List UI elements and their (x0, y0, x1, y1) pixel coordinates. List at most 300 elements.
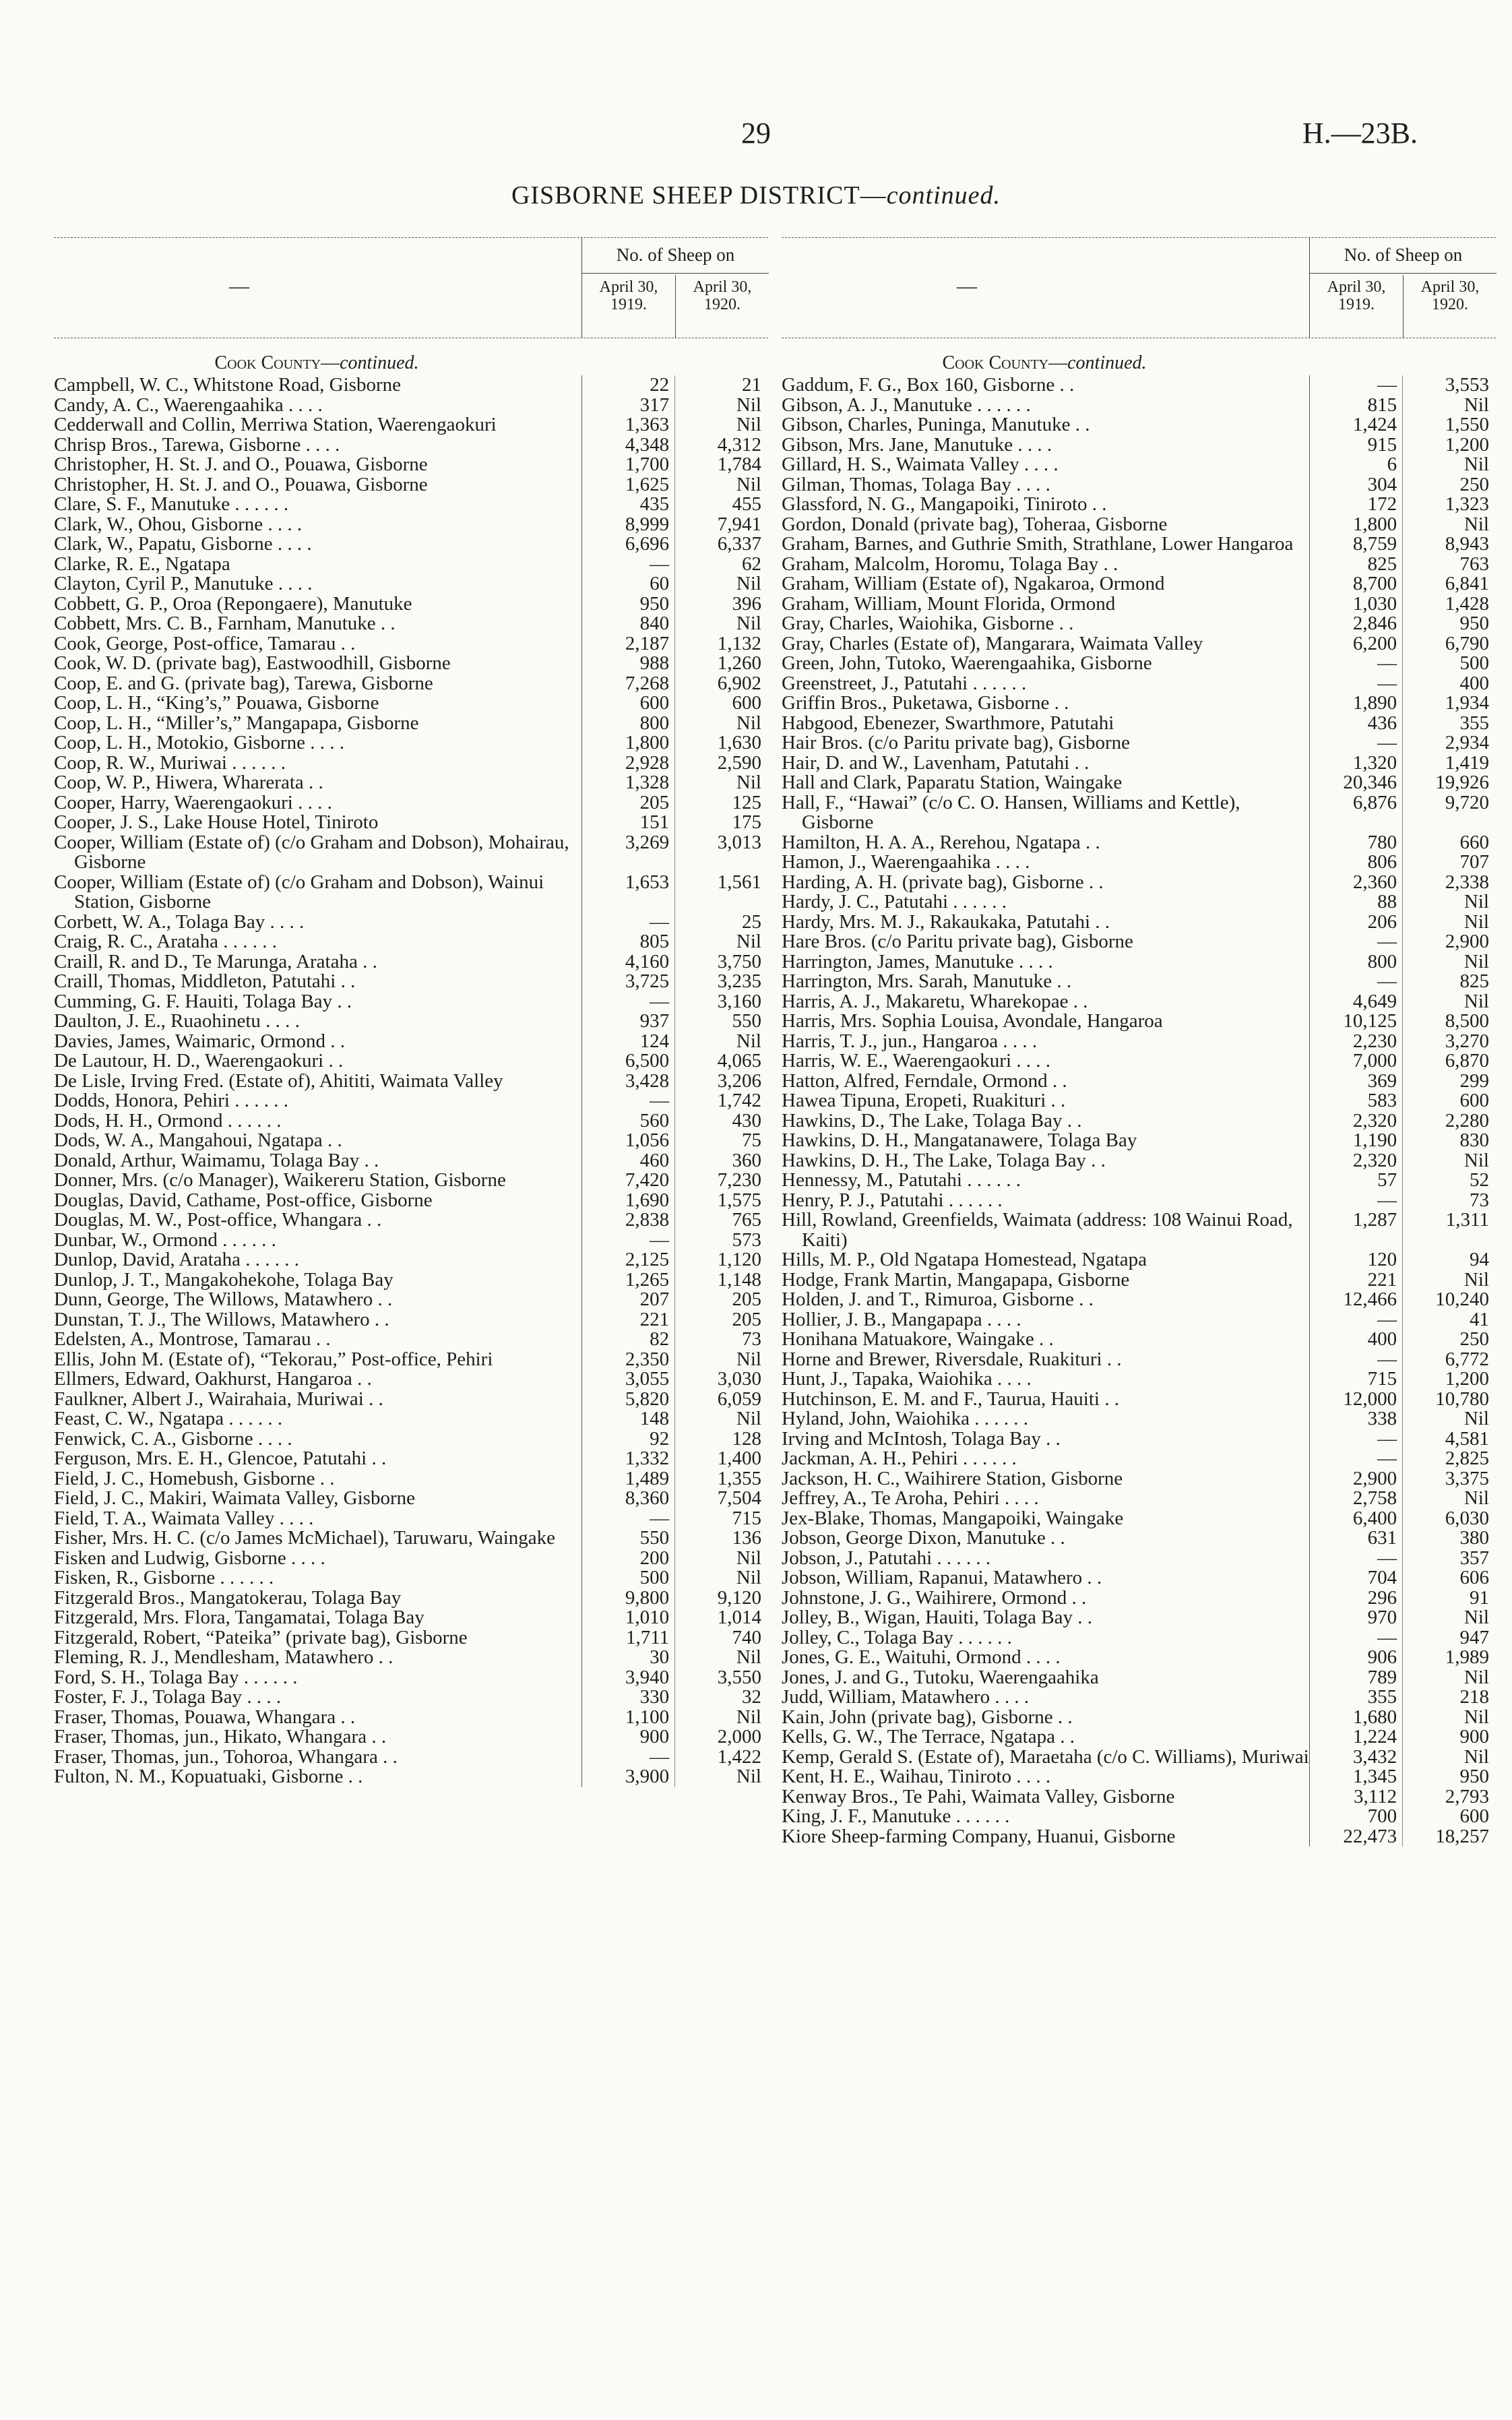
owner-name: Dods, W. A., Mangahoui, Ngatapa . . (54, 1129, 342, 1151)
sheep-1919: 435 (639, 493, 670, 515)
owner-name: Hutchinson, E. M. and F., Taurua, Hauiti . . (782, 1388, 1119, 1410)
sheep-1919: 550 (639, 1527, 670, 1549)
table-row (782, 614, 1496, 634)
owner-name: Hardy, J. C., Patutahi . . . . . . (782, 891, 1007, 912)
table-row (782, 495, 1496, 515)
owner-name: Dunlop, David, Arataha . . . . . . (54, 1249, 300, 1270)
table-row (782, 455, 1496, 475)
sheep-1919: 1,700 (625, 454, 670, 475)
owner-name: Graham, Barnes, and Guthrie Smith, Strathlane, Lower Hangaroa (782, 533, 1294, 555)
sheep-1919: 6,200 (1352, 632, 1397, 654)
table-row (54, 1231, 768, 1251)
sheep-1919: 2,360 (1352, 871, 1397, 893)
sheep-1919: 715 (1367, 1368, 1397, 1390)
owner-name: Fenwick, C. A., Gisborne . . . . (54, 1427, 292, 1450)
owner-name: Harris, W. E., Waerengaokuri . . . . (782, 1050, 1051, 1072)
table-row (54, 1549, 768, 1569)
sheep-1920: 900 (1459, 1726, 1489, 1747)
owner-name: Dunlop, J. T., Mangakohekohe, Tolaga Bay (54, 1268, 393, 1291)
sheep-1919: 8,700 (1352, 573, 1397, 594)
table-row (782, 515, 1496, 535)
table-row (782, 1012, 1496, 1032)
owner-name: Hall and Clark, Paparatu Station, Waingake (782, 772, 1123, 793)
sheep-1920: 550 (732, 1010, 761, 1032)
table-row (782, 1171, 1496, 1191)
sheep-1919: 906 (1367, 1646, 1397, 1668)
owner-name: Griffin Bros., Puketawa, Gisborne . . (782, 692, 1069, 714)
owner-name: Clarke, R. E., Ngatapa (54, 553, 230, 575)
table-row (782, 1449, 1496, 1469)
sheep-1919: 800 (1367, 950, 1397, 972)
sheep-1920: 396 (732, 592, 761, 615)
table-row (54, 1111, 768, 1131)
table-row (782, 892, 1496, 912)
sheep-1920: 3,750 (717, 950, 761, 972)
sheep-1919: 2,125 (625, 1249, 670, 1270)
sheep-1919: 7,268 (625, 672, 670, 694)
sheep-1919: 500 (639, 1567, 670, 1588)
sheep-1919: 8,999 (625, 513, 670, 535)
owner-name: Dunn, George, The Willows, Matawhero . . (54, 1289, 393, 1310)
owner-name: Gray, Charles (Estate of), Mangarara, Waimata Valley (782, 632, 1203, 654)
sheep-1919: 1,010 (625, 1607, 670, 1628)
sheep-1919: 1,265 (625, 1268, 670, 1291)
sheep-1920: 825 (1459, 970, 1489, 992)
table-row (782, 773, 1496, 793)
sheep-1920: 1,422 (717, 1745, 761, 1768)
table-row (54, 1409, 768, 1429)
owner-name: Ferguson, Mrs. E. H., Glencoe, Patutahi . . (54, 1448, 387, 1469)
sheep-1920: 6,772 (1445, 1348, 1489, 1370)
owner-name: Hardy, Mrs. M. J., Rakaukaka, Patutahi . . (782, 910, 1110, 933)
sheep-1919: — (1377, 672, 1397, 694)
sheep-1919: — (1377, 931, 1397, 952)
owner-name: Coop, L. H., “Miller’s,” Mangapapa, Gisborne (54, 712, 419, 734)
sheep-1919: 1,056 (625, 1129, 670, 1151)
sheep-1920: 1,260 (717, 652, 761, 674)
owner-name: Kiore Sheep-farming Company, Huanui, Gisborne (782, 1825, 1176, 1847)
owner-name: Craig, R. C., Arataha . . . . . . (54, 931, 278, 952)
sheep-1919: 1,653 (625, 871, 670, 893)
sheep-1919: 1,287 (1352, 1209, 1397, 1231)
sheep-1920: 763 (1459, 553, 1489, 575)
table-row (782, 375, 1496, 396)
owner-name: Graham, William (Estate of), Ngakaroa, Ormond (782, 573, 1165, 594)
owner-name: Jones, G. E., Waituhi, Ormond . . . . (782, 1646, 1061, 1668)
sheep-1919: 631 (1367, 1527, 1397, 1549)
sheep-1919: 815 (1367, 394, 1397, 416)
sheep-1919: 789 (1367, 1666, 1397, 1688)
sheep-1920: 2,000 (717, 1726, 761, 1747)
owner-name: Clark, W., Ohou, Gisborne . . . . (54, 513, 303, 535)
table-row (54, 992, 768, 1012)
table-row (782, 1151, 1496, 1171)
sheep-1920: Nil (1463, 891, 1489, 912)
owner-name: Dunstan, T. J., The Willows, Matawhero . . (54, 1308, 389, 1330)
sheep-1919: 205 (639, 791, 670, 813)
sheep-1919: 560 (639, 1109, 670, 1131)
sheep-1919: — (650, 1745, 670, 1768)
sheep-1920: Nil (1463, 394, 1489, 416)
sheep-1919: — (1377, 1448, 1397, 1469)
sheep-1919: — (650, 1229, 670, 1251)
sheep-1919: — (1377, 1348, 1397, 1370)
owner-name: Cedderwall and Collin, Merriwa Station, Waerengaokuri (54, 414, 497, 435)
table-row (782, 1528, 1496, 1549)
table-row (782, 1767, 1496, 1787)
sheep-1920: 6,870 (1445, 1050, 1489, 1072)
table-row (54, 1350, 768, 1370)
owner-name: Jobson, George Dixon, Manutuke . . (782, 1527, 1065, 1549)
owner-name: Green, John, Tutoko, Waerengaahika, Gisborne (782, 652, 1152, 674)
sheep-1920: 950 (1459, 613, 1489, 634)
table-row (54, 1250, 768, 1270)
sheep-1920: 2,793 (1445, 1785, 1489, 1807)
table-row (54, 1390, 768, 1410)
owner-name: Douglas, David, Cathame, Post-office, Gisborne (54, 1189, 433, 1211)
owner-name: Hawkins, D., The Lake, Tolaga Bay . . (782, 1109, 1082, 1131)
sheep-1919: 806 (1367, 851, 1397, 873)
header-dash: — (229, 275, 249, 297)
table-row (54, 753, 768, 774)
sheep-1919: 60 (650, 573, 670, 594)
sheep-1920: Nil (736, 414, 761, 435)
sheep-1920: 19,926 (1435, 772, 1489, 793)
sheep-1919: 2,187 (625, 632, 670, 654)
sheep-1919: 1,332 (625, 1448, 670, 1469)
sheep-1919: 5,820 (625, 1388, 670, 1410)
table-row (782, 932, 1496, 952)
owner-name: Dunbar, W., Ormond . . . . . . (54, 1229, 276, 1251)
owner-name: Craill, R. and D., Te Marunga, Arataha . . (54, 950, 377, 972)
sheep-1919: 436 (1367, 712, 1397, 734)
table-row (54, 1310, 768, 1330)
sheep-1920: Nil (1463, 950, 1489, 972)
sheep-1920: Nil (1463, 1487, 1489, 1509)
sheep-1919: — (650, 1090, 670, 1111)
table-row (782, 1330, 1496, 1350)
sheep-1920: Nil (1463, 454, 1489, 475)
table-row (54, 1012, 768, 1032)
sheep-1919: — (650, 990, 670, 1012)
section-continued: continued. (1067, 352, 1147, 373)
sheep-1920: 380 (1459, 1527, 1489, 1549)
owner-name: Johnstone, J. G., Waihirere, Ormond . . (782, 1586, 1087, 1609)
sheep-1919: 1,690 (625, 1189, 670, 1211)
owner-name: Jackson, H. C., Waihirere Station, Gisborne (782, 1467, 1123, 1489)
table-row (782, 396, 1496, 416)
sheep-1920: 400 (1459, 672, 1489, 694)
sheep-1919: 1,680 (1352, 1706, 1397, 1728)
owner-name: Gibson, Mrs. Jane, Manutuke . . . . (782, 433, 1052, 456)
sheep-1920: 8,943 (1445, 533, 1489, 555)
table-row (782, 1369, 1496, 1390)
sheep-1920: 21 (741, 374, 761, 396)
owner-name: Kain, John (private bag), Gisborne . . (782, 1706, 1073, 1728)
owner-name: Jones, J. and G., Tutoku, Waerengaahika (782, 1666, 1099, 1688)
right-column (782, 237, 1496, 1847)
sheep-1919: — (650, 910, 670, 933)
sheep-1920: 1,934 (1445, 692, 1489, 714)
table-row (782, 1069, 1496, 1092)
sheep-1920: 52 (1469, 1169, 1489, 1191)
sheep-1920: 1,550 (1445, 414, 1489, 435)
sheep-1920: 18,257 (1435, 1825, 1489, 1847)
table-row (54, 555, 768, 575)
sheep-1919: 1,890 (1352, 692, 1397, 714)
owner-name: Hawkins, D. H., The Lake, Tolaga Bay . . (782, 1149, 1106, 1171)
table-row (782, 1648, 1496, 1668)
owner-list-left (54, 375, 768, 1787)
sheep-1919: 22 (650, 374, 670, 396)
owner-name: Horne and Brewer, Riversdale, Ruakituri . . (782, 1348, 1122, 1370)
sheep-1920: 2,590 (717, 751, 761, 774)
owner-name: Clark, W., Papatu, Gisborne . . . . (54, 533, 312, 555)
table-row (54, 813, 768, 833)
sheep-1920: 3,550 (717, 1666, 761, 1688)
sheep-1920: Nil (736, 1706, 761, 1728)
sheep-1919: 6,876 (1352, 791, 1397, 813)
sheep-1919: 1,800 (625, 732, 670, 753)
sheep-1920: 355 (1459, 712, 1489, 734)
sheep-1920: 1,311 (1445, 1209, 1489, 1231)
sheep-1919: 1,363 (625, 414, 670, 435)
table-row (54, 435, 768, 456)
table-row (54, 972, 768, 992)
table-row (782, 1270, 1496, 1291)
sheep-1920: 7,504 (717, 1487, 761, 1509)
sheep-1920: 3,553 (1445, 374, 1489, 396)
table-row (54, 833, 768, 873)
owner-name: Hawea Tipuna, Eropeti, Ruakituri . . (782, 1090, 1066, 1111)
sheep-1920: Nil (736, 1766, 761, 1787)
owner-name: Fitzgerald Bros., Mangatokerau, Tolaga Bay (54, 1586, 402, 1609)
sheep-1920: 2,934 (1445, 732, 1489, 753)
owner-name: Field, T. A., Waimata Valley . . . . (54, 1507, 314, 1529)
owner-name: Fitzgerald, Robert, “Pateika” (private bag), Gisborne (54, 1626, 468, 1648)
table-row (54, 534, 768, 555)
owner-name: Donald, Arthur, Waimamu, Tolaga Bay . . (54, 1149, 379, 1171)
table-row (782, 475, 1496, 495)
table-row (54, 1628, 768, 1648)
sheep-1920: Nil (1463, 910, 1489, 933)
header-dash: — (957, 275, 977, 297)
table-row (54, 1588, 768, 1609)
table-row (54, 1668, 768, 1688)
table-row (782, 1687, 1496, 1708)
year-1920-label: April 30, 1920. (1403, 275, 1497, 338)
sheep-1920: 600 (1459, 1805, 1489, 1827)
table-row (782, 435, 1496, 456)
table-row (54, 1429, 768, 1450)
sheep-1920: 1,428 (1445, 592, 1489, 615)
table-row (54, 793, 768, 813)
sheep-1920: Nil (1463, 1666, 1489, 1688)
table-row (54, 1191, 768, 1211)
sheep-1920: 3,235 (717, 970, 761, 992)
sheep-1920: 250 (1459, 473, 1489, 495)
sheep-1920: 1,014 (717, 1607, 761, 1628)
sheep-1920: Nil (736, 613, 761, 634)
title-main: GISBORNE SHEEP DISTRICT— (511, 181, 887, 210)
owner-name: Cook, W. D. (private bag), Eastwoodhill, Gisborne (54, 652, 451, 674)
section-name: Cook County— (942, 352, 1068, 373)
sheep-1920: 660 (1459, 831, 1489, 853)
owner-name: Field, J. C., Homebush, Gisborne . . (54, 1467, 335, 1489)
sheep-1920: 128 (732, 1427, 761, 1450)
sheep-1919: 200 (639, 1547, 670, 1569)
sheep-1920: 600 (732, 692, 761, 714)
table-row (782, 1131, 1496, 1151)
sheep-1919: 825 (1367, 553, 1397, 575)
table-row (54, 714, 768, 734)
table-row (782, 1250, 1496, 1270)
owner-name: Fraser, Thomas, Pouawa, Whangara . . (54, 1706, 356, 1728)
sheep-1920: Nil (1463, 1706, 1489, 1728)
owner-name: Campbell, W. C., Whitstone Road, Gisborne (54, 374, 401, 396)
sheep-1919: — (1377, 970, 1397, 992)
left-column (54, 237, 768, 1787)
table-row (782, 1827, 1496, 1847)
sheep-1919: 22,473 (1343, 1825, 1397, 1847)
table-row (782, 852, 1496, 873)
sheep-1919: 82 (650, 1328, 670, 1350)
sheep-1920: 250 (1459, 1328, 1489, 1350)
sheep-1920: 32 (741, 1686, 761, 1708)
table-row (54, 415, 768, 435)
sheep-1920: Nil (1463, 513, 1489, 535)
owner-name: Clare, S. F., Manutuke . . . . . . (54, 493, 289, 515)
owner-name: Habgood, Ebenezer, Swarthmore, Patutahi (782, 712, 1114, 734)
table-row (54, 1727, 768, 1747)
sheep-1919: 1,711 (625, 1626, 670, 1648)
sheep-1920: 125 (732, 791, 761, 813)
owner-name: Harris, A. J., Makaretu, Wharekopae . . (782, 990, 1088, 1012)
owner-name: Cooper, William (Estate of) (c/o Graham and Dobson), Wainui Station, Gisborne (54, 871, 544, 912)
table-row (782, 1409, 1496, 1429)
sheep-1919: 1,328 (625, 772, 670, 793)
column-header (54, 237, 768, 338)
sheep-1920: Nil (736, 931, 761, 952)
table-row (782, 1429, 1496, 1450)
owner-name: Ellis, John M. (Estate of), “Tekorau,” Post-office, Pehiri (54, 1348, 493, 1370)
owner-name: Hawkins, D. H., Mangatanawere, Tolaga Bay (782, 1129, 1137, 1151)
owner-name: Hair Bros. (c/o Paritu private bag), Gisborne (782, 732, 1131, 753)
sheep-1920: Nil (736, 473, 761, 495)
table-row (782, 1668, 1496, 1688)
table-row (54, 396, 768, 416)
owner-name: Glassford, N. G., Mangapoiki, Tiniroto . . (782, 493, 1107, 515)
owner-name: Gillard, H. S., Waimata Valley . . . . (782, 454, 1059, 475)
table-row (54, 455, 768, 475)
sheep-1920: 1,419 (1445, 751, 1489, 774)
owner-name: Hatton, Alfred, Ferndale, Ormond . . (782, 1069, 1067, 1092)
sheep-1919: 8,360 (625, 1487, 670, 1509)
title-continued: continued. (886, 181, 1001, 210)
sheep-1920: 7,941 (717, 513, 761, 535)
owner-name: Candy, A. C., Waerengaahika . . . . (54, 394, 323, 416)
owner-name: Honihana Matuakore, Waingake . . (782, 1328, 1054, 1350)
sheep-1920: 715 (732, 1507, 761, 1529)
sheep-1920: 4,312 (717, 433, 761, 456)
owner-name: Fraser, Thomas, jun., Tohoroa, Whangara . . (54, 1745, 398, 1768)
owner-name: Coop, E. and G. (private bag), Tarewa, Gisborne (54, 672, 433, 694)
table-row (54, 1648, 768, 1668)
sheep-1920: 73 (1469, 1189, 1489, 1211)
owner-name: Christopher, H. St. J. and O., Pouawa, Gisborne (54, 454, 428, 475)
sheep-1919: 1,190 (1352, 1129, 1397, 1151)
owner-name: Dodds, Honora, Pehiri . . . . . . (54, 1090, 288, 1111)
sheep-1920: 2,825 (1445, 1448, 1489, 1469)
sheep-1920: 573 (732, 1229, 761, 1251)
sheep-1919: 338 (1367, 1408, 1397, 1429)
sheep-1920: 707 (1459, 851, 1489, 873)
owner-name: Hunt, J., Tapaka, Waiohika . . . . (782, 1368, 1032, 1390)
sheep-1919: 124 (639, 1030, 670, 1052)
owner-name: Hamon, J., Waerengaahika . . . . (782, 851, 1030, 873)
owner-name: Harris, Mrs. Sophia Louisa, Avondale, Hangaroa (782, 1010, 1163, 1032)
sheep-1920: 136 (732, 1527, 761, 1549)
table-row (54, 375, 768, 396)
table-row (782, 594, 1496, 615)
table-row (782, 1032, 1496, 1052)
sheep-1920: 2,338 (1445, 871, 1489, 893)
sheep-1919: 12,000 (1343, 1388, 1397, 1410)
sheep-1920: 62 (741, 553, 761, 575)
sheep-1919: — (650, 553, 670, 575)
sheep-1919: 6,400 (1352, 1507, 1397, 1529)
sheep-1920: 175 (732, 811, 761, 833)
owner-name: Jeffrey, A., Te Aroha, Pehiri . . . . (782, 1487, 1039, 1509)
sheep-1920: 8,500 (1445, 1010, 1489, 1032)
sheep-1919: 900 (639, 1726, 670, 1747)
table-row (782, 833, 1496, 853)
sheep-1919: 988 (639, 652, 670, 674)
no-of-sheep-label: No. of Sheep on (582, 238, 769, 274)
sheep-1920: Nil (736, 1030, 761, 1052)
sheep-1919: 583 (1367, 1090, 1397, 1111)
sheep-1920: 3,270 (1445, 1030, 1489, 1052)
owner-name: Kemp, Gerald S. (Estate of), Maraetaha (c/o C. Williams), Muriwai (782, 1745, 1309, 1768)
sheep-1919: 6 (1387, 454, 1397, 475)
owner-name: Jolley, B., Wigan, Hauiti, Tolaga Bay . . (782, 1607, 1093, 1628)
sheep-1920: Nil (1463, 1268, 1489, 1291)
sheep-1920: 430 (732, 1109, 761, 1131)
table-row (54, 1708, 768, 1728)
sheep-1920: 10,780 (1435, 1388, 1489, 1410)
owner-name: Jex-Blake, Thomas, Mangapoiki, Waingake (782, 1507, 1124, 1529)
sheep-1919: — (1377, 1308, 1397, 1330)
sheep-1919: 460 (639, 1149, 670, 1171)
owner-name: Gibson, A. J., Manutuke . . . . . . (782, 394, 1031, 416)
owner-name: Gilman, Thomas, Tolaga Bay . . . . (782, 473, 1050, 495)
sheep-1920: 91 (1469, 1586, 1489, 1609)
sheep-1920: 6,790 (1445, 632, 1489, 654)
sheep-1919: 120 (1367, 1249, 1397, 1270)
sheep-1920: Nil (1463, 1745, 1489, 1768)
sheep-1919: 7,000 (1352, 1050, 1397, 1072)
sheep-1919: 3,432 (1352, 1745, 1397, 1768)
sheep-1920: 9,720 (1445, 791, 1489, 813)
sheep-1920: 1,989 (1445, 1646, 1489, 1668)
table-row (54, 1747, 768, 1768)
table-row (782, 1091, 1496, 1111)
sheep-1920: 360 (732, 1149, 761, 1171)
sheep-1919: 317 (639, 394, 670, 416)
owner-name: Cook, George, Post-office, Tamarau . . (54, 632, 356, 654)
sheep-1919: 950 (639, 592, 670, 615)
table-row (782, 952, 1496, 972)
